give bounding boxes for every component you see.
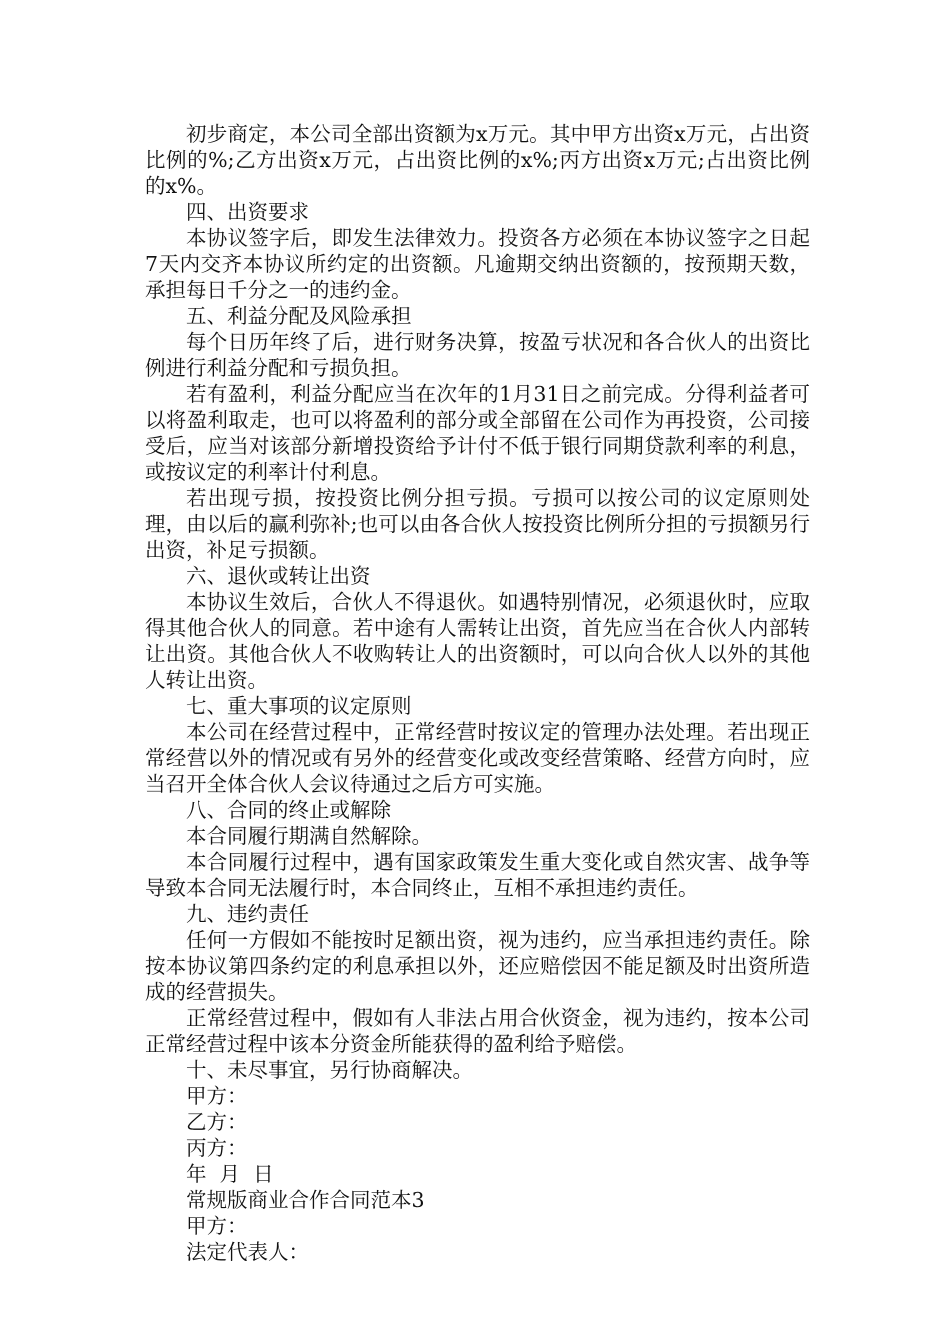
- paragraph-breach-misuse: 正常经营过程中，假如有人非法占用合伙资金，视为违约，按本公司正常经营过程中该本分资金所能获得的盈利给予赔偿。: [145, 1006, 810, 1056]
- paragraph-loss-sharing: 若出现亏损，按投资比例分担亏损。亏损可以按公司的议定原则处理，由以后的赢利弥补;也可以由各合伙人按投资比例所分担的亏损额另行出资，补足亏损额。: [145, 486, 810, 562]
- party-c-signature-line: 丙方：: [186, 1136, 248, 1160]
- date-line: 年 月 日: [186, 1162, 274, 1186]
- section-5-heading: 五、利益分配及风险承担: [186, 304, 412, 328]
- party-a-line-2: 甲方：: [186, 1214, 248, 1238]
- section-7-heading: 七、重大事项的议定原则: [186, 694, 412, 718]
- paragraph-profit-distribution: 若有盈利，利益分配应当在次年的1月31日之前完成。分得利益者可以将盈利取走，也可以将盈利的部分或全部留在公司作为再投资，公司接受后，应当对该部分新增投资给予计付不低于银行同期贷款利率的利息，或按议定的利率计付利息。: [145, 382, 810, 484]
- paragraph-termination: 本合同履行过程中，遇有国家政策发生重大变化或自然灾害、战争等导致本合同无法履行时，本合同终止，互相不承担违约责任。: [145, 850, 810, 900]
- section-9-heading: 九、违约责任: [186, 902, 309, 926]
- paragraph-profit-settlement: 每个日历年终了后，进行财务决算，按盈亏状况和各合伙人的出资比例进行利益分配和亏损负担。: [145, 330, 810, 380]
- section-4-heading: 四、出资要求: [186, 200, 309, 224]
- section-10-heading: 十、未尽事宜，另行协商解决。: [186, 1058, 473, 1082]
- document-page: [145, 121, 810, 1265]
- paragraph-contribution-requirement: 本协议签字后，即发生法律效力。投资各方必须在本协议签字之日起7天内交齐本协议所约定的出资额。凡逾期交纳出资额的，按预期天数，承担每日千分之一的违约金。: [145, 226, 810, 302]
- next-contract-title: 常规版商业合作合同范本3: [186, 1188, 425, 1212]
- paragraph-major-matters: 本公司在经营过程中，正常经营时按议定的管理办法处理。若出现正常经营以外的情况或有另外的经营变化或改变经营策略、经营方向时，应当召开全体合伙人会议待通过之后方可实施。: [145, 720, 810, 796]
- paragraph-natural-expiry: 本合同履行期满自然解除。: [186, 824, 432, 848]
- section-6-heading: 六、退伙或转让出资: [186, 564, 371, 588]
- section-8-heading: 八、合同的终止或解除: [186, 798, 391, 822]
- paragraph-breach-contribution: 任何一方假如不能按时足额出资，视为违约，应当承担违约责任。除按本协议第四条约定的利息承担以外，还应赔偿因不能足额及时出资所造成的经营损失。: [145, 928, 810, 1004]
- party-b-signature-line: 乙方：: [186, 1110, 248, 1134]
- party-a-signature-line: 甲方：: [186, 1084, 248, 1108]
- legal-representative-line: 法定代表人：: [186, 1240, 309, 1264]
- paragraph-capital-amounts: 初步商定，本公司全部出资额为x万元。其中甲方出资x万元，占出资比例的%;乙方出资x万元，占出资比例的x%;丙方出资x万元;占出资比例的x%。: [145, 122, 810, 198]
- paragraph-withdrawal-transfer: 本协议生效后，合伙人不得退伙。如遇特别情况，必须退伙时，应取得其他合伙人的同意。若中途有人需转让出资，首先应当在合伙人内部转让出资。其他合伙人不收购转让人的出资额时，可以向合伙人以外的其他人转让出资。: [145, 590, 810, 692]
